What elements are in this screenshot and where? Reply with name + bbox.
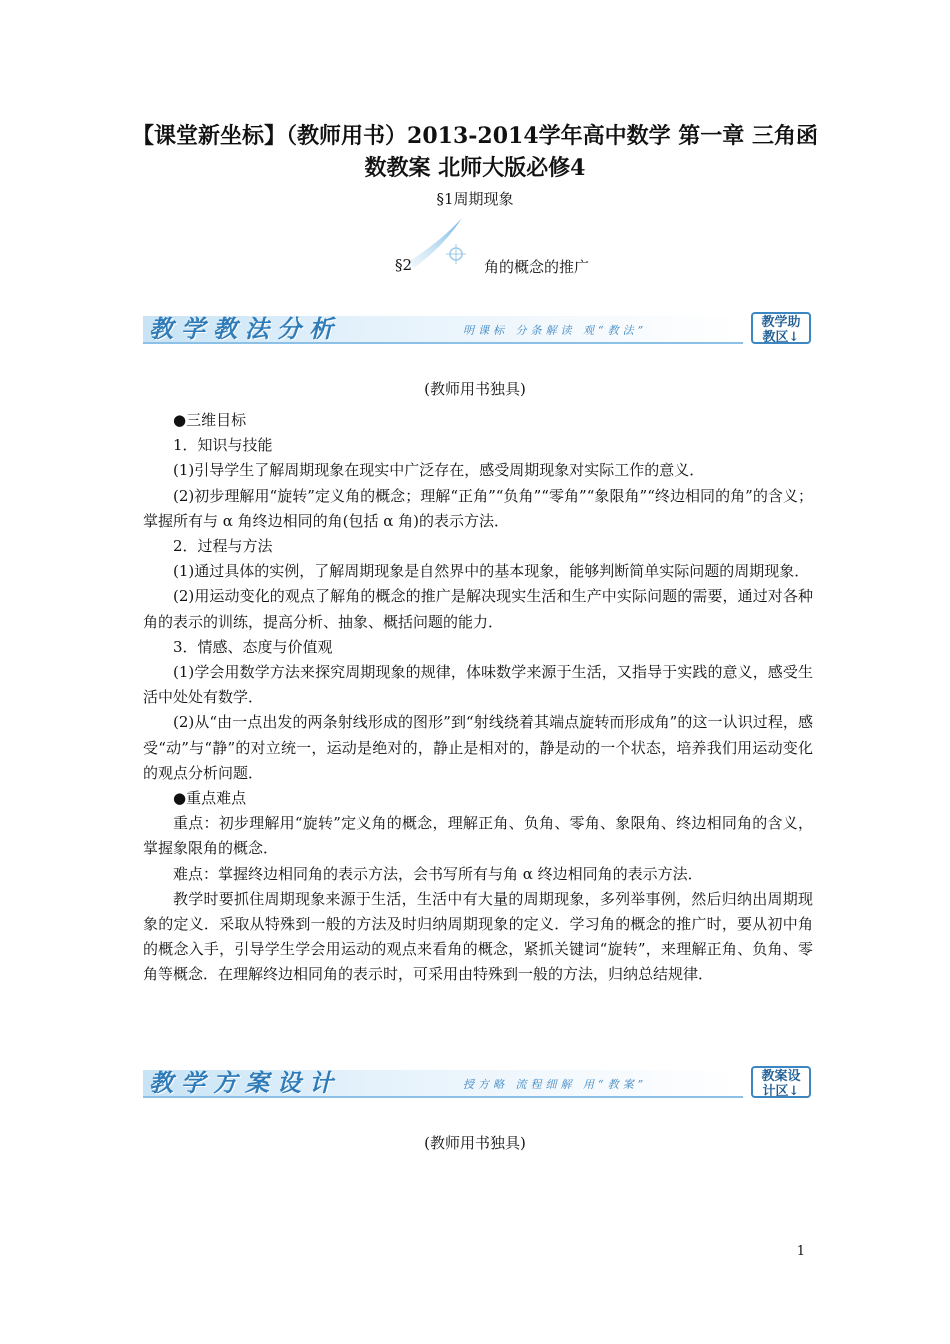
title-line-1: 【课堂新坐标】（教师用书）2013-2014学年高中数学 第一章 三角函 bbox=[132, 123, 818, 149]
teacher-only-note: (教师用书独具) bbox=[424, 380, 526, 398]
compass-decoration-icon bbox=[400, 212, 490, 272]
paragraph: 3．情感、态度与价值观 bbox=[173, 637, 333, 656]
paragraph: 2．过程与方法 bbox=[173, 537, 273, 556]
paragraph: (2)初步理解用“旋转”定义角的概念；理解“正角”“负角”“零角”“象限角”“终边相同的角”的含义；掌握所有与 α 角终边相同的角(包括 α 角)的表示方法． bbox=[143, 486, 813, 530]
banner-title: 教学教法分析 bbox=[149, 314, 341, 343]
banner-slogan: 授方略 流程细解 用“教案” bbox=[463, 1078, 648, 1091]
paragraph: 重点：初步理解用“旋转”定义角的概念，理解正角、负角、零角、象限角、终边相同角的含义，掌握象限角的概念． bbox=[143, 814, 813, 858]
document-title bbox=[120, 120, 830, 184]
paragraph: (1)通过具体的实例，了解周期现象是自然界中的基本现象，能够判断简单实际问题的周期现象． bbox=[173, 562, 810, 581]
badge-line-2: 教区↓ bbox=[762, 330, 800, 345]
section-2-number: §2 bbox=[395, 256, 413, 274]
paragraph: ●重点难点 bbox=[173, 789, 247, 808]
banner-teaching-plan bbox=[143, 1066, 815, 1100]
banner-title: 教学方案设计 bbox=[149, 1068, 341, 1097]
paragraph: (1)引导学生了解周期现象在现实中广泛存在，感受周期现象对实际工作的意义． bbox=[173, 461, 705, 480]
paragraph: 难点：掌握终边相同角的表示方法，会书写所有与角 α 终边相同角的表示方法． bbox=[173, 864, 703, 883]
teacher-only-note-2: (教师用书独具) bbox=[424, 1134, 526, 1152]
banner-teaching-analysis bbox=[143, 312, 815, 346]
section-1-heading: §1周期现象 bbox=[436, 190, 514, 208]
badge-line-1: 教学助 bbox=[761, 315, 801, 330]
paragraph: (2)从“由一点出发的两条射线形成的图形”到“射线绕着其端点旋转而形成角”的这一认识过程，感受“动”与“静”的对立统一，运动是绝对的，静止是相对的，静是动的一个状态，培养我们用运动变化的观点分析问题． bbox=[143, 713, 813, 782]
paragraph: (1)学会用数学方法来探究周期现象的规律，体味数学来源于生活，又指导于实践的意义，感受生活中处处有数学． bbox=[143, 663, 813, 707]
badge-line-1: 教案设 bbox=[761, 1069, 801, 1084]
page-number: 1 bbox=[796, 1244, 805, 1259]
paragraph: ●三维目标 bbox=[173, 411, 247, 429]
banner-badge bbox=[751, 1066, 811, 1098]
title-line-2: 数教案 北师大版必修4 bbox=[364, 155, 586, 181]
banner-badge bbox=[751, 312, 811, 344]
badge-line-2: 计区↓ bbox=[762, 1084, 800, 1099]
paragraph: (2)用运动变化的观点了解角的概念的推广是解决现实生活和生产中实际问题的需要，通过对各种角的表示的训练，提高分析、抽象、概括问题的能力． bbox=[143, 587, 813, 631]
banner-slogan: 明课标 分条解读 观“教法” bbox=[463, 324, 648, 337]
body-text bbox=[143, 408, 813, 988]
section-2-title: 角的概念的推广 bbox=[484, 258, 590, 276]
paragraph: 1．知识与技能 bbox=[173, 436, 273, 455]
paragraph: 教学时要抓住周期现象来源于生活，生活中有大量的周期现象，多列举事例，然后归纳出周期现象的定义．采取从特殊到一般的方法及时归纳周期现象的定义．学习角的概念的推广时，要从初中角的概念入手，引导学生学会用运动的观点来看角的概念，紧抓关键词“旋转”，来理解正角、负角、零角等概念．在理解终边相同角的表示时，可采用由特殊到一般的方法，归纳总结规律． bbox=[143, 889, 813, 984]
